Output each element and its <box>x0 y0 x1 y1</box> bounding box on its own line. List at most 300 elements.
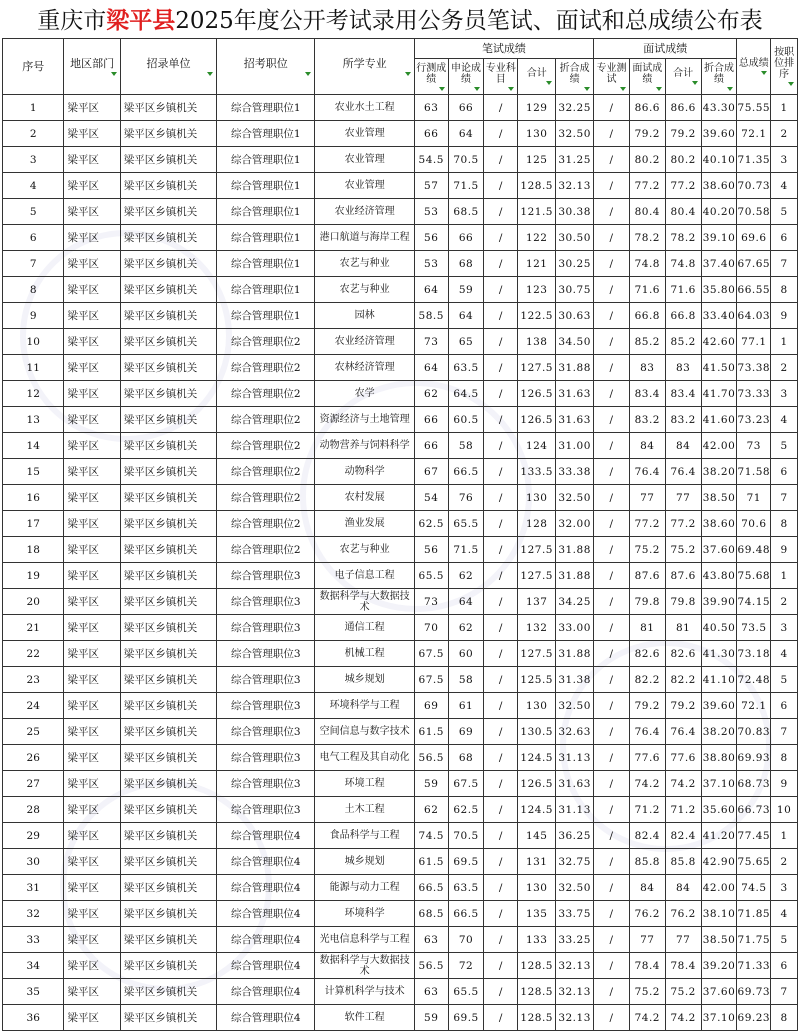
cell-rank: 9 <box>771 303 798 329</box>
cell-interview-total: 77.6 <box>665 745 701 771</box>
cell-rank: 1 <box>771 329 798 355</box>
cell-written-total: 130 <box>518 121 556 147</box>
cell-interview: 75.2 <box>629 537 665 563</box>
cell-interview-total: 83.4 <box>665 381 701 407</box>
cell-written-converted: 30.50 <box>556 225 594 251</box>
cell-professional: / <box>484 433 518 459</box>
table-row <box>3 927 798 953</box>
cell-interview-total: 80.2 <box>665 147 701 173</box>
cell-professional-test: / <box>594 693 630 719</box>
cell-region: 梁平区 <box>64 901 120 927</box>
cell-total: 70.83 <box>737 719 771 745</box>
cell-interview: 76.4 <box>629 719 665 745</box>
cell-interview-total: 87.6 <box>665 563 701 589</box>
header-position: 招考职位 <box>217 39 315 95</box>
cell-position: 综合管理职位1 <box>217 199 315 225</box>
cell-written-total: 128.5 <box>518 979 556 1005</box>
table-row <box>3 511 798 537</box>
cell-region: 梁平区 <box>64 147 120 173</box>
cell-professional: / <box>484 875 518 901</box>
cell-interview: 81 <box>629 615 665 641</box>
cell-seq: 15 <box>3 459 64 485</box>
cell-rank: 5 <box>771 927 798 953</box>
cell-xingce: 56.5 <box>414 953 448 979</box>
cell-interview: 71.2 <box>629 797 665 823</box>
cell-xingce: 54.5 <box>414 147 448 173</box>
cell-professional: / <box>484 693 518 719</box>
cell-written-converted: 31.88 <box>556 355 594 381</box>
cell-interview: 75.2 <box>629 979 665 1005</box>
cell-shenlun: 62 <box>448 615 484 641</box>
cell-total: 67.65 <box>737 251 771 277</box>
cell-professional: / <box>484 719 518 745</box>
cell-position: 综合管理职位1 <box>217 173 315 199</box>
cell-total: 72.48 <box>737 667 771 693</box>
cell-interview-total: 71.6 <box>665 277 701 303</box>
cell-written-total: 122.5 <box>518 303 556 329</box>
cell-written-total: 145 <box>518 823 556 849</box>
cell-interview-converted: 37.60 <box>701 979 737 1005</box>
cell-interview-converted: 41.30 <box>701 641 737 667</box>
cell-unit: 梁平区乡镇机关 <box>120 823 216 849</box>
cell-professional-test: / <box>594 875 630 901</box>
cell-seq: 33 <box>3 927 64 953</box>
cell-written-converted: 31.88 <box>556 641 594 667</box>
cell-rank: 8 <box>771 511 798 537</box>
cell-professional: / <box>484 667 518 693</box>
table-row <box>3 329 798 355</box>
cell-written-converted: 32.13 <box>556 953 594 979</box>
cell-interview: 84 <box>629 875 665 901</box>
cell-rank: 5 <box>771 667 798 693</box>
table-row <box>3 433 798 459</box>
cell-unit: 梁平区乡镇机关 <box>120 121 216 147</box>
cell-interview: 77 <box>629 485 665 511</box>
cell-major: 电子信息工程 <box>315 563 414 589</box>
cell-position: 综合管理职位3 <box>217 745 315 771</box>
cell-position: 综合管理职位4 <box>217 901 315 927</box>
cell-interview: 83 <box>629 355 665 381</box>
cell-written-total: 133.5 <box>518 459 556 485</box>
cell-seq: 34 <box>3 953 64 979</box>
cell-position: 综合管理职位2 <box>217 485 315 511</box>
cell-rank: 3 <box>771 615 798 641</box>
cell-interview-converted: 37.40 <box>701 251 737 277</box>
cell-major: 农业管理 <box>315 147 414 173</box>
cell-total: 70.73 <box>737 173 771 199</box>
cell-shenlun: 69.5 <box>448 849 484 875</box>
filter-dropdown-icon[interactable] <box>788 82 794 86</box>
cell-interview-total: 84 <box>665 433 701 459</box>
cell-seq: 3 <box>3 147 64 173</box>
cell-region: 梁平区 <box>64 927 120 953</box>
cell-professional-test: / <box>594 121 630 147</box>
cell-rank: 4 <box>771 173 798 199</box>
cell-rank: 8 <box>771 745 798 771</box>
cell-xingce: 66 <box>414 407 448 433</box>
cell-professional: / <box>484 225 518 251</box>
cell-total: 68.73 <box>737 771 771 797</box>
cell-professional-test: / <box>594 901 630 927</box>
filter-dropdown-icon[interactable] <box>474 87 480 91</box>
cell-shenlun: 59 <box>448 277 484 303</box>
cell-major: 城乡规划 <box>315 849 414 875</box>
cell-seq: 19 <box>3 563 64 589</box>
cell-professional-test: / <box>594 927 630 953</box>
table-row <box>3 849 798 875</box>
cell-region: 梁平区 <box>64 355 120 381</box>
cell-interview: 87.6 <box>629 563 665 589</box>
cell-interview-converted: 41.60 <box>701 407 737 433</box>
cell-professional-test: / <box>594 303 630 329</box>
table-row <box>3 277 798 303</box>
cell-rank: 3 <box>771 147 798 173</box>
cell-written-converted: 33.75 <box>556 901 594 927</box>
cell-written-converted: 32.50 <box>556 485 594 511</box>
header-interview-sub: 折合成绩 <box>701 59 737 95</box>
cell-interview-converted: 38.20 <box>701 719 737 745</box>
filter-dropdown-icon[interactable] <box>439 87 445 91</box>
cell-rank: 5 <box>771 199 798 225</box>
cell-major: 数据科学与大数据技术 <box>315 589 414 615</box>
cell-interview-total: 79.8 <box>665 589 701 615</box>
filter-dropdown-icon[interactable] <box>111 72 117 76</box>
cell-seq: 2 <box>3 121 64 147</box>
cell-region: 梁平区 <box>64 563 120 589</box>
cell-region: 梁平区 <box>64 719 120 745</box>
cell-seq: 12 <box>3 381 64 407</box>
cell-written-total: 121 <box>518 251 556 277</box>
cell-professional: / <box>484 1005 518 1031</box>
filter-dropdown-icon[interactable] <box>546 81 552 85</box>
cell-shenlun: 67.5 <box>448 771 484 797</box>
cell-interview-converted: 42.90 <box>701 849 737 875</box>
cell-unit: 梁平区乡镇机关 <box>120 927 216 953</box>
cell-shenlun: 71.5 <box>448 173 484 199</box>
cell-interview: 74.2 <box>629 771 665 797</box>
cell-unit: 梁平区乡镇机关 <box>120 381 216 407</box>
cell-interview-converted: 37.10 <box>701 771 737 797</box>
cell-interview: 71.6 <box>629 277 665 303</box>
cell-major: 环境工程 <box>315 771 414 797</box>
header-interview-group: 面试成绩 <box>594 39 737 59</box>
cell-seq: 1 <box>3 95 64 121</box>
cell-professional-test: / <box>594 823 630 849</box>
cell-seq: 26 <box>3 745 64 771</box>
cell-unit: 梁平区乡镇机关 <box>120 771 216 797</box>
cell-region: 梁平区 <box>64 121 120 147</box>
cell-region: 梁平区 <box>64 797 120 823</box>
cell-professional-test: / <box>594 251 630 277</box>
filter-dropdown-icon[interactable] <box>656 87 662 91</box>
cell-interview-total: 77 <box>665 485 701 511</box>
cell-interview: 86.6 <box>629 95 665 121</box>
cell-region: 梁平区 <box>64 953 120 979</box>
cell-unit: 梁平区乡镇机关 <box>120 355 216 381</box>
cell-seq: 10 <box>3 329 64 355</box>
cell-seq: 16 <box>3 485 64 511</box>
cell-shenlun: 64 <box>448 589 484 615</box>
header-written-sub: 合计 <box>518 59 556 95</box>
cell-xingce: 66 <box>414 121 448 147</box>
header-total: 总成绩 <box>737 39 771 95</box>
cell-shenlun: 72 <box>448 953 484 979</box>
cell-region: 梁平区 <box>64 199 120 225</box>
cell-region: 梁平区 <box>64 693 120 719</box>
cell-professional-test: / <box>594 797 630 823</box>
header-seq: 序号 <box>3 39 64 95</box>
cell-unit: 梁平区乡镇机关 <box>120 511 216 537</box>
filter-dropdown-icon[interactable] <box>405 72 411 76</box>
cell-xingce: 68.5 <box>414 901 448 927</box>
table-row <box>3 979 798 1005</box>
cell-shenlun: 69.5 <box>448 1005 484 1031</box>
cell-professional-test: / <box>594 407 630 433</box>
cell-written-converted: 32.13 <box>556 1005 594 1031</box>
cell-unit: 梁平区乡镇机关 <box>120 719 216 745</box>
cell-interview-converted: 42.00 <box>701 875 737 901</box>
cell-professional-test: / <box>594 719 630 745</box>
cell-major: 资源经济与土地管理 <box>315 407 414 433</box>
cell-position: 综合管理职位2 <box>217 459 315 485</box>
cell-interview: 78.4 <box>629 953 665 979</box>
cell-shenlun: 68 <box>448 745 484 771</box>
cell-region: 梁平区 <box>64 771 120 797</box>
cell-written-total: 124.5 <box>518 797 556 823</box>
filter-dropdown-icon[interactable] <box>620 87 626 91</box>
header-written-sub: 专业科目 <box>484 59 518 95</box>
cell-written-total: 130 <box>518 693 556 719</box>
cell-interview: 82.4 <box>629 823 665 849</box>
cell-major: 农业经济管理 <box>315 329 414 355</box>
cell-seq: 20 <box>3 589 64 615</box>
cell-position: 综合管理职位2 <box>217 355 315 381</box>
cell-interview: 82.2 <box>629 667 665 693</box>
cell-total: 69.23 <box>737 1005 771 1031</box>
cell-interview-converted: 39.90 <box>701 589 737 615</box>
cell-interview-converted: 40.20 <box>701 199 737 225</box>
cell-unit: 梁平区乡镇机关 <box>120 459 216 485</box>
title-suffix: 2025年度公开考试录用公务员笔试、面试和总成绩公布表 <box>175 8 763 34</box>
cell-professional-test: / <box>594 277 630 303</box>
cell-total: 74.15 <box>737 589 771 615</box>
cell-seq: 30 <box>3 849 64 875</box>
cell-interview: 76.4 <box>629 459 665 485</box>
table-row <box>3 459 798 485</box>
cell-seq: 8 <box>3 277 64 303</box>
cell-written-converted: 30.38 <box>556 199 594 225</box>
cell-region: 梁平区 <box>64 979 120 1005</box>
cell-region: 梁平区 <box>64 381 120 407</box>
cell-xingce: 64 <box>414 277 448 303</box>
cell-interview-total: 83.2 <box>665 407 701 433</box>
table-row <box>3 953 798 979</box>
title-county: 梁平县 <box>106 7 176 34</box>
cell-written-total: 128 <box>518 511 556 537</box>
cell-professional: / <box>484 901 518 927</box>
cell-rank: 1 <box>771 95 798 121</box>
table-row <box>3 693 798 719</box>
cell-shenlun: 58 <box>448 667 484 693</box>
cell-unit: 梁平区乡镇机关 <box>120 615 216 641</box>
cell-region: 梁平区 <box>64 823 120 849</box>
filter-dropdown-icon[interactable] <box>207 72 213 76</box>
filter-dropdown-icon[interactable] <box>305 72 311 76</box>
cell-professional-test: / <box>594 641 630 667</box>
cell-professional-test: / <box>594 173 630 199</box>
cell-xingce: 67.5 <box>414 667 448 693</box>
cell-interview: 80.4 <box>629 199 665 225</box>
cell-major: 空间信息与数字技术 <box>315 719 414 745</box>
cell-interview: 82.6 <box>629 641 665 667</box>
cell-rank: 2 <box>771 121 798 147</box>
cell-region: 梁平区 <box>64 511 120 537</box>
cell-total: 73.18 <box>737 641 771 667</box>
cell-position: 综合管理职位2 <box>217 433 315 459</box>
cell-rank: 7 <box>771 485 798 511</box>
filter-dropdown-icon[interactable] <box>584 87 590 91</box>
cell-rank: 4 <box>771 407 798 433</box>
cell-professional: / <box>484 277 518 303</box>
cell-xingce: 56.5 <box>414 745 448 771</box>
cell-region: 梁平区 <box>64 589 120 615</box>
title-prefix: 重庆市 <box>37 8 107 34</box>
cell-position: 综合管理职位4 <box>217 849 315 875</box>
filter-dropdown-icon[interactable] <box>727 87 733 91</box>
cell-unit: 梁平区乡镇机关 <box>120 667 216 693</box>
cell-total: 64.03 <box>737 303 771 329</box>
cell-unit: 梁平区乡镇机关 <box>120 901 216 927</box>
cell-professional: / <box>484 329 518 355</box>
cell-written-total: 128.5 <box>518 173 556 199</box>
cell-total: 77.1 <box>737 329 771 355</box>
cell-position: 综合管理职位3 <box>217 641 315 667</box>
cell-seq: 21 <box>3 615 64 641</box>
cell-unit: 梁平区乡镇机关 <box>120 485 216 511</box>
cell-seq: 24 <box>3 693 64 719</box>
cell-professional-test: / <box>594 979 630 1005</box>
cell-xingce: 59 <box>414 771 448 797</box>
table-row <box>3 485 798 511</box>
cell-position: 综合管理职位2 <box>217 537 315 563</box>
cell-unit: 梁平区乡镇机关 <box>120 979 216 1005</box>
cell-seq: 13 <box>3 407 64 433</box>
cell-interview-converted: 38.20 <box>701 459 737 485</box>
cell-professional-test: / <box>594 563 630 589</box>
cell-seq: 6 <box>3 225 64 251</box>
cell-region: 梁平区 <box>64 849 120 875</box>
cell-interview-converted: 43.80 <box>701 563 737 589</box>
cell-total: 75.65 <box>737 849 771 875</box>
cell-professional: / <box>484 199 518 225</box>
cell-interview: 85.8 <box>629 849 665 875</box>
cell-region: 梁平区 <box>64 173 120 199</box>
cell-rank: 10 <box>771 797 798 823</box>
cell-total: 73.38 <box>737 355 771 381</box>
header-rank: 按职位排序 <box>771 39 798 95</box>
cell-seq: 36 <box>3 1005 64 1031</box>
cell-major: 通信工程 <box>315 615 414 641</box>
cell-interview-converted: 33.40 <box>701 303 737 329</box>
cell-position: 综合管理职位3 <box>217 771 315 797</box>
cell-professional-test: / <box>594 459 630 485</box>
cell-professional: / <box>484 407 518 433</box>
cell-seq: 5 <box>3 199 64 225</box>
cell-position: 综合管理职位2 <box>217 407 315 433</box>
cell-xingce: 57 <box>414 173 448 199</box>
cell-major: 数据科学与大数据技术 <box>315 953 414 979</box>
cell-written-converted: 31.63 <box>556 381 594 407</box>
cell-seq: 9 <box>3 303 64 329</box>
cell-unit: 梁平区乡镇机关 <box>120 433 216 459</box>
cell-professional: / <box>484 381 518 407</box>
cell-written-converted: 33.25 <box>556 927 594 953</box>
cell-shenlun: 65 <box>448 329 484 355</box>
cell-shenlun: 76 <box>448 485 484 511</box>
cell-total: 70.58 <box>737 199 771 225</box>
cell-interview: 74.8 <box>629 251 665 277</box>
cell-interview: 74.2 <box>629 1005 665 1031</box>
cell-region: 梁平区 <box>64 875 120 901</box>
cell-xingce: 61.5 <box>414 849 448 875</box>
cell-total: 74.5 <box>737 875 771 901</box>
cell-total: 75.68 <box>737 563 771 589</box>
header-written-sub: 折合成绩 <box>556 59 594 95</box>
cell-professional: / <box>484 589 518 615</box>
cell-written-converted: 32.25 <box>556 95 594 121</box>
cell-interview: 77 <box>629 927 665 953</box>
cell-region: 梁平区 <box>64 485 120 511</box>
cell-shenlun: 58 <box>448 433 484 459</box>
cell-region: 梁平区 <box>64 615 120 641</box>
cell-rank: 6 <box>771 693 798 719</box>
cell-written-total: 123 <box>518 277 556 303</box>
cell-interview-converted: 39.60 <box>701 693 737 719</box>
cell-total: 77.45 <box>737 823 771 849</box>
cell-total: 72.1 <box>737 121 771 147</box>
cell-written-converted: 32.63 <box>556 719 594 745</box>
header-written-group: 笔试成绩 <box>414 39 593 59</box>
cell-shenlun: 63.5 <box>448 875 484 901</box>
cell-rank: 6 <box>771 953 798 979</box>
cell-interview: 77.2 <box>629 511 665 537</box>
cell-unit: 梁平区乡镇机关 <box>120 797 216 823</box>
filter-dropdown-icon[interactable] <box>761 71 767 75</box>
cell-major: 农业经济管理 <box>315 199 414 225</box>
cell-professional: / <box>484 979 518 1005</box>
cell-rank: 2 <box>771 589 798 615</box>
cell-professional: / <box>484 615 518 641</box>
header-written-sub: 申论成绩 <box>448 59 484 95</box>
filter-dropdown-icon[interactable] <box>508 87 514 91</box>
cell-professional-test: / <box>594 849 630 875</box>
cell-xingce: 69 <box>414 693 448 719</box>
cell-major: 光电信息科学与工程 <box>315 927 414 953</box>
cell-seq: 22 <box>3 641 64 667</box>
cell-region: 梁平区 <box>64 225 120 251</box>
filter-dropdown-icon[interactable] <box>692 81 698 85</box>
table-row <box>3 641 798 667</box>
cell-shenlun: 60.5 <box>448 407 484 433</box>
cell-rank: 6 <box>771 225 798 251</box>
cell-unit: 梁平区乡镇机关 <box>120 95 216 121</box>
cell-interview-total: 83 <box>665 355 701 381</box>
cell-professional: / <box>484 641 518 667</box>
cell-interview: 77.2 <box>629 173 665 199</box>
cell-written-total: 131 <box>518 849 556 875</box>
cell-major: 环境科学 <box>315 901 414 927</box>
cell-professional: / <box>484 797 518 823</box>
